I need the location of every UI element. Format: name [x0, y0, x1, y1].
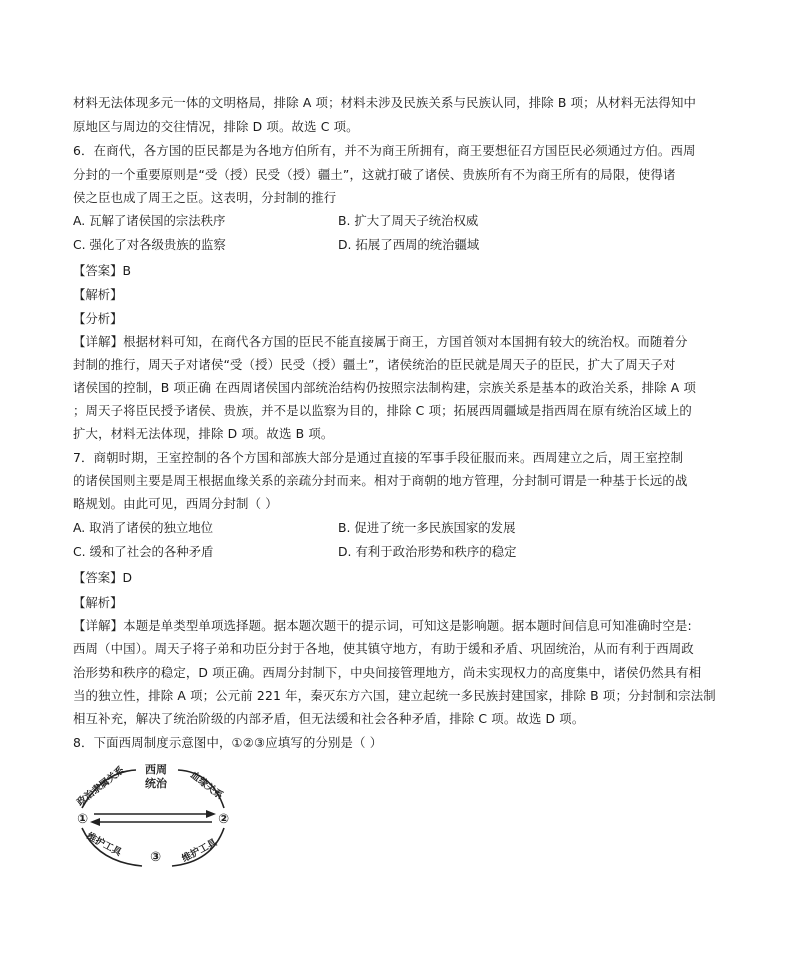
q6-detail-line-2: 封制的推行，周天子对诸侯“受（授）民受（授）疆土”，诸侯统治的臣民就是周天子的臣民，扩大了周天子对	[73, 357, 676, 372]
prev-answer-line-2: 原地区与周边的交往情况，排除 D 项。故选 C 项。	[73, 119, 359, 134]
diagram-node-3: ③	[150, 850, 162, 865]
q7-analysis-label: 【解析】	[73, 595, 123, 610]
q6-answer: 【答案】B	[73, 263, 132, 278]
western-zhou-system-diagram	[72, 762, 252, 874]
q7-detail-line-4: 当的独立性，排除 A 项；公元前 221 年，秦灭东方六国，建立起统一多民族封建国家，排除 B 项；分封制和宗法制	[73, 688, 716, 703]
q6-fenxi-label: 【分析】	[73, 311, 123, 326]
diagram-label-left-bottom: 维护工具	[84, 830, 124, 859]
q6-option-c: C. 强化了对各级贵族的监察	[73, 237, 226, 252]
q7-stem-line-1: 7．商朝时期，王室控制的各个方国和部族大部分是通过直接的军事手段征服而来。西周建立之后，周王室控制	[73, 450, 683, 465]
q7-option-c: C. 缓和了社会的各种矛盾	[73, 544, 214, 559]
diagram-top-label: 西周	[145, 763, 167, 776]
q7-answer: 【答案】D	[73, 570, 133, 585]
q6-option-d: D. 拓展了西周的统治疆域	[338, 237, 480, 252]
diagram-label-right-top: 血缘关系	[188, 769, 225, 802]
q7-option-d: D. 有利于政治形势和秩序的稳定	[338, 544, 517, 559]
diagram-node-2: ②	[218, 812, 230, 827]
q6-detail-line-5: 扩大，材料无法体现，排除 D 项。故选 B 项。	[73, 426, 334, 441]
diagram-arrowhead-right	[206, 810, 216, 818]
q6-stem-line-1: 6．在商代，各方国的臣民都是为各地方伯所有，并不为商王所拥有，商王要想征召方国臣民必须通过方伯。西周	[73, 143, 696, 158]
q7-detail-line-1: 【详解】本题是单类型单项选择题。据本题次题干的提示词，可知这是影响题。据本题时间信息可知准确时空是:	[73, 618, 692, 633]
q7-stem-line-2: 的诸侯国则主要是周王根据血缘关系的亲疏分封而来。相对于商朝的地方管理，分封制可谓是一种基于长远的战	[73, 473, 688, 488]
q6-option-a: A. 瓦解了诸侯国的宗法秩序	[73, 213, 226, 228]
q6-detail-line-1: 【详解】根据材料可知，在商代各方国的臣民不能直接属于商王，方国首领对本国拥有较大的统治权。而随着分	[73, 334, 688, 349]
q7-detail-line-3: 治形势和秩序的稳定，D 项正确。西周分封制下，中央间接管理地方，尚未实现权力的高度集中，诸侯仍然具有相	[73, 665, 702, 680]
diagram-top-label-2: 统治	[145, 777, 167, 790]
diagram-label-right-bottom: 维护工具	[180, 837, 219, 865]
q6-option-b: B. 扩大了周天子统治权威	[338, 213, 479, 228]
q7-stem-line-3: 略规划。由此可见，西周分封制（ ）	[73, 496, 278, 511]
q6-stem-line-3: 侯之臣也成了周王之臣。这表明，分封制的推行	[73, 190, 337, 205]
prev-answer-line-1: 材料无法体现多元一体的文明格局，排除 A 项；材料未涉及民族关系与民族认同，排除 B 项；从材料无法得知中	[73, 95, 697, 110]
q6-stem-line-2: 分封的一个重要原则是“受（授）民受（授）疆土”，这就打破了诸侯、贵族所有不为商王所有的局限，使得诸	[73, 167, 676, 182]
q6-analysis-label: 【解析】	[73, 287, 123, 302]
q7-detail-line-5: 相互补充，解决了统治阶级的内部矛盾，但无法缓和社会各种矛盾，排除 C 项。故选 D 项。	[73, 711, 585, 726]
q6-detail-line-3: 诸侯国的控制，B 项正确 在西周诸侯国内部统治结构仍按照宗法制构建，宗族关系是基本的政治关系，排除 A 项	[73, 380, 697, 395]
q6-detail-line-4: ；周天子将臣民授予诸侯、贵族，并不是以监察为目的，排除 C 项；拓展西周疆域是指西周在原有统治区域上的	[73, 403, 692, 418]
diagram-label-left-top: 政治隶属关系	[75, 764, 127, 809]
diagram-node-1: ①	[77, 812, 89, 827]
q7-detail-line-2: 西周（中国）。周天子将子弟和功臣分封于各地，使其镇守地方，有助于缓和矛盾、巩固统治，从而有利于西周政	[73, 641, 694, 656]
q7-option-b: B. 促进了统一多民族国家的发展	[338, 520, 516, 535]
q8-stem: 8．下面西周制度示意图中，①②③应填写的分别是（ ）	[73, 735, 383, 750]
q7-option-a: A. 取消了诸侯的独立地位	[73, 520, 214, 535]
diagram-arrowhead-left	[90, 818, 100, 826]
